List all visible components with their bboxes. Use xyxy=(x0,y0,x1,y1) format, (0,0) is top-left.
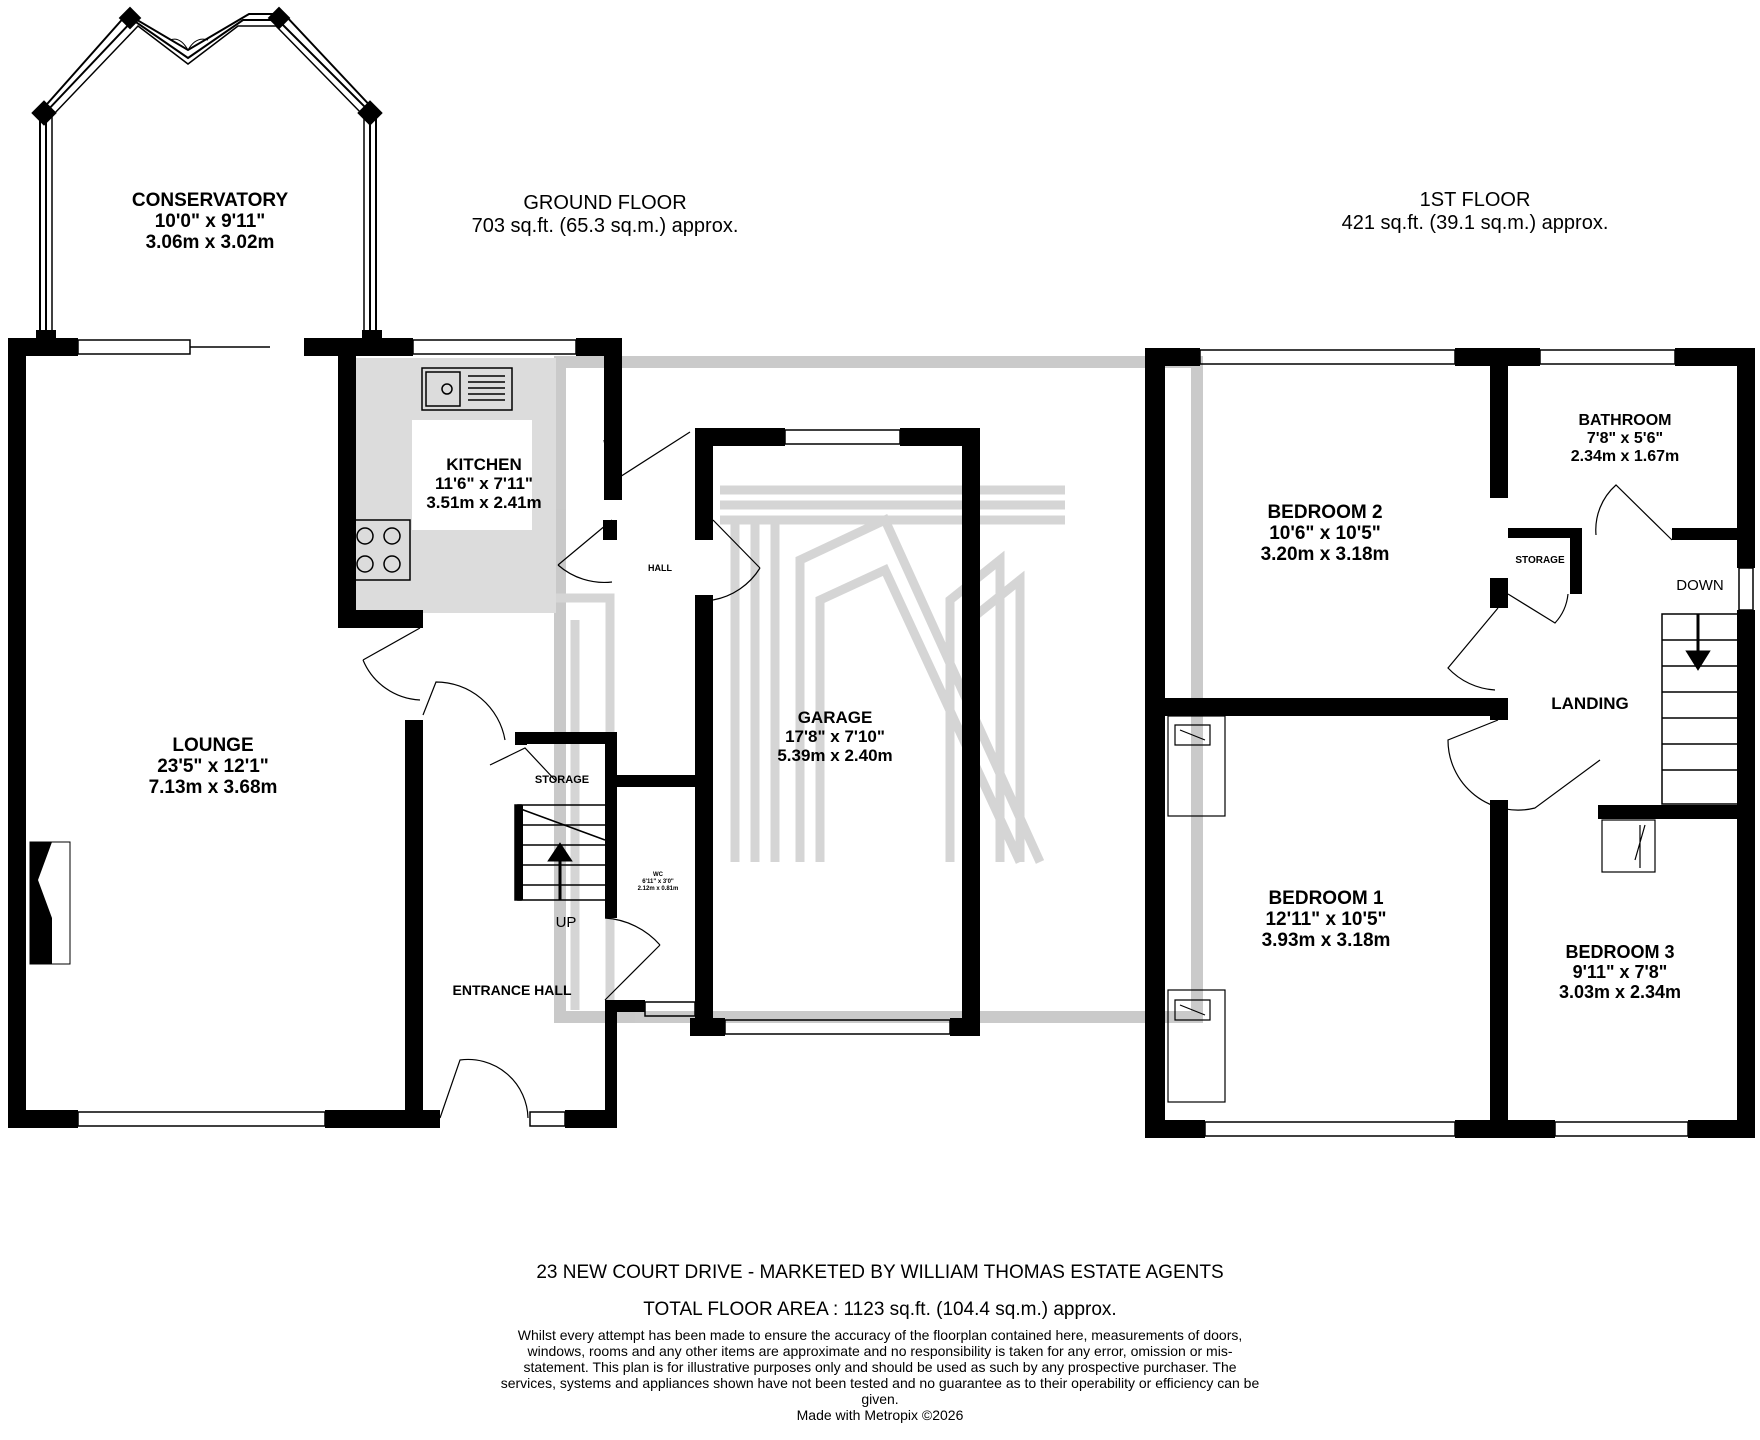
room-label-bathroom xyxy=(1571,412,1680,466)
room-name: BEDROOM 1 xyxy=(1268,888,1384,909)
room-label-bedroom-3 xyxy=(1559,942,1681,1002)
credit: Made with Metropix ©2026 xyxy=(796,1407,964,1423)
conservatory-walls xyxy=(31,7,382,342)
room-label-garage xyxy=(777,708,892,765)
watermark-logo xyxy=(550,362,1197,1017)
room-imperial: 9'11" x 7'8" xyxy=(1572,962,1668,982)
fireplace xyxy=(30,842,70,964)
room-label-wc xyxy=(638,872,679,893)
label-landing: LANDING xyxy=(1551,694,1629,713)
room-imperial: 17'8" x 7'10" xyxy=(785,727,885,746)
room-label-lounge xyxy=(149,735,278,798)
room-name: BEDROOM 3 xyxy=(1565,942,1675,962)
room-metric: 3.51m x 2.41m xyxy=(426,493,542,512)
ground-floor-area: 703 sq.ft. (65.3 sq.m.) approx. xyxy=(471,215,739,237)
ground-floor-heading xyxy=(455,192,755,238)
room-imperial: 10'6" x 10'5" xyxy=(1269,523,1381,544)
room-name: KITCHEN xyxy=(446,455,522,474)
room-imperial: 12'11" x 10'5" xyxy=(1265,909,1387,930)
stairs-first xyxy=(1662,614,1739,804)
room-label-conservatory xyxy=(132,190,288,253)
label-storage-ground: STORAGE xyxy=(534,774,590,786)
ground-floor-title: GROUND FLOOR xyxy=(523,192,687,214)
room-metric: 5.39m x 2.40m xyxy=(777,746,893,765)
room-metric: 2.12m x 0.81m xyxy=(637,886,679,892)
room-name: GARAGE xyxy=(797,708,873,727)
label-storage-first: STORAGE xyxy=(1515,555,1565,566)
room-label-bedroom-2 xyxy=(1261,502,1390,565)
room-name: BATHROOM xyxy=(1578,412,1672,429)
label-hall: HALL xyxy=(648,563,672,573)
room-metric: 3.93m x 3.18m xyxy=(1261,930,1391,951)
label-entrance-hall: ENTRANCE HALL xyxy=(452,982,572,998)
label-up: UP xyxy=(555,914,577,931)
footer xyxy=(0,1262,1760,1423)
disclaimer: Whilst every attempt has been made to ensure the accuracy of the floorplan contained here, measurements of doors, windows, rooms and any other items are approximate and no responsibility is taken for any error, omission or mis-statement. This plan is for illustrative purposes only and should be used as such by any prospective purchaser. The services, systems and appliances shown have not been tested and no guarantee as to their operability or efficiency can be given. xyxy=(500,1327,1260,1407)
room-metric: 2.34m x 1.67m xyxy=(1570,448,1680,465)
down-arrow-icon xyxy=(1688,614,1708,668)
first-floor-walls xyxy=(1145,348,1755,1138)
room-metric: 7.13m x 3.68m xyxy=(148,777,278,798)
address-line: 23 NEW COURT DRIVE - MARKETED BY WILLIAM THOMAS ESTATE AGENTS xyxy=(536,1262,1224,1283)
first-floor-area: 421 sq.ft. (39.1 sq.m.) approx. xyxy=(1341,212,1609,234)
label-down: DOWN xyxy=(1676,577,1724,594)
room-metric: 3.03m x 2.34m xyxy=(1558,982,1682,1002)
first-floor-title: 1ST FLOOR xyxy=(1419,189,1531,211)
room-name: WC xyxy=(652,872,663,878)
room-label-kitchen xyxy=(426,455,541,512)
windows-first xyxy=(1200,350,1753,1136)
total-area-line: TOTAL FLOOR AREA : 1123 sq.ft. (104.4 sq.m.) approx. xyxy=(643,1299,1117,1320)
room-metric: 3.20m x 3.18m xyxy=(1260,544,1390,565)
room-imperial: 10'0" x 9'11" xyxy=(154,211,266,232)
room-name: CONSERVATORY xyxy=(131,190,289,211)
room-name: LOUNGE xyxy=(172,735,254,756)
first-floor-heading xyxy=(1325,189,1625,235)
room-imperial: 11'6" x 7'11" xyxy=(435,474,533,493)
room-label-bedroom-1 xyxy=(1262,888,1391,951)
room-imperial: 6'11" x 3'0" xyxy=(642,879,674,885)
room-imperial: 23'5" x 12'1" xyxy=(157,756,269,777)
room-metric: 3.06m x 3.02m xyxy=(145,232,275,253)
up-arrow-icon xyxy=(550,845,570,900)
room-imperial: 7'8" x 5'6" xyxy=(1586,430,1664,447)
room-name: BEDROOM 2 xyxy=(1267,502,1383,523)
